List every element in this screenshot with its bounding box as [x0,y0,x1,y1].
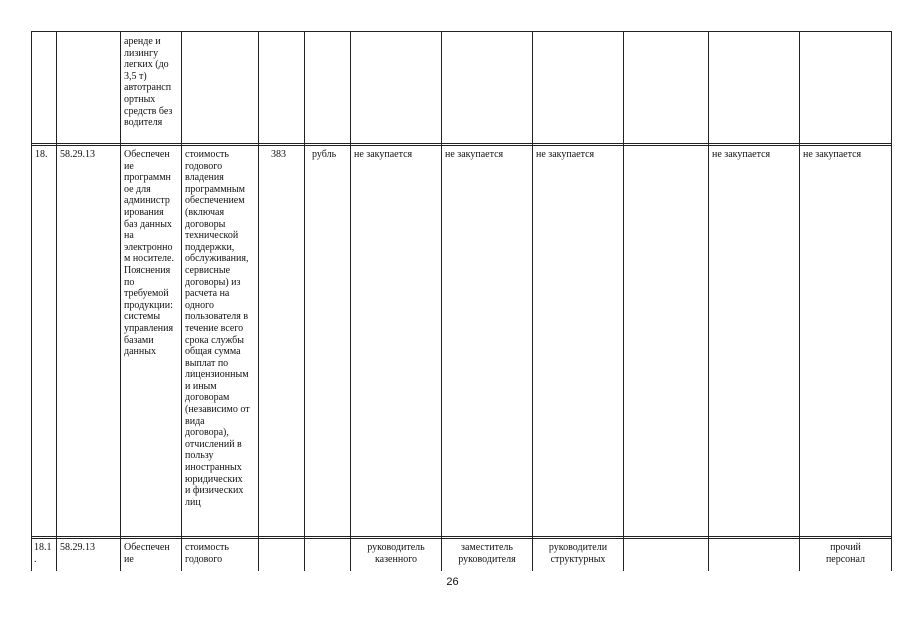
column-divider [304,31,305,571]
column-divider [56,31,57,571]
row-18-1-name: Обеспечен ие [124,542,170,565]
table-border-right [891,31,892,571]
column-divider [532,31,533,571]
row-divider [31,143,892,144]
row-18-1-value-3: руководители структурных [548,542,608,565]
row-18-value-3: не закупается [536,149,595,160]
row-18-characteristic: стоимость годового владения программным обеспечением (включая договоры технической поддержки, обслуживания, сервисные договоры) из расчета на одного пользователя в течение всего срока службы общая сумма выплат по лицензионным и иным договорам (независимо от вида договора), отчислений в пользу иностранных юридических и физических лиц [185,149,250,508]
column-divider [799,31,800,571]
row-18-1-characteristic: стоимость годового [185,542,229,565]
column-divider [181,31,182,571]
row-18-name: Обеспечен ие программн ое для администр ирования баз данных на электронно м носителе. Пояснения по требуемой продукции: системы управления базами данных [124,149,174,358]
row-18-value-5: не закупается [712,149,771,160]
row-18-1-code: 58.29.13 [60,542,95,553]
row-18-unit-code: 383 [271,149,286,160]
column-divider [31,31,32,571]
row-18-1-value-6: прочий персонал [825,542,866,565]
prev-row-name-cell: аренде и лизингу легких (до 3,5 т) автотрансп ортных средств без водителя [124,36,173,129]
requirements-table [31,31,892,571]
row-divider [31,145,892,146]
row-18-unit-name: рубль [312,149,337,160]
column-divider [120,31,121,571]
column-divider [623,31,624,571]
row-18-number: 18. [35,149,48,160]
column-divider [708,31,709,571]
row-divider [31,538,892,539]
column-divider [350,31,351,571]
row-18-1-value-1: руководитель казенного [367,542,425,565]
row-18-1-value-2: заместитель руководителя [458,542,516,565]
page-number: 26 [446,576,459,588]
row-18-code: 58.29.13 [60,149,95,160]
row-divider [31,536,892,537]
column-divider [441,31,442,571]
table-border-top [31,31,892,32]
row-18-value-6: не закупается [803,149,862,160]
row-18-value-2: не закупается [445,149,504,160]
row-18-1-number: 18.1 . [34,542,52,565]
column-divider [258,31,259,571]
row-18-value-1: не закупается [354,149,413,160]
